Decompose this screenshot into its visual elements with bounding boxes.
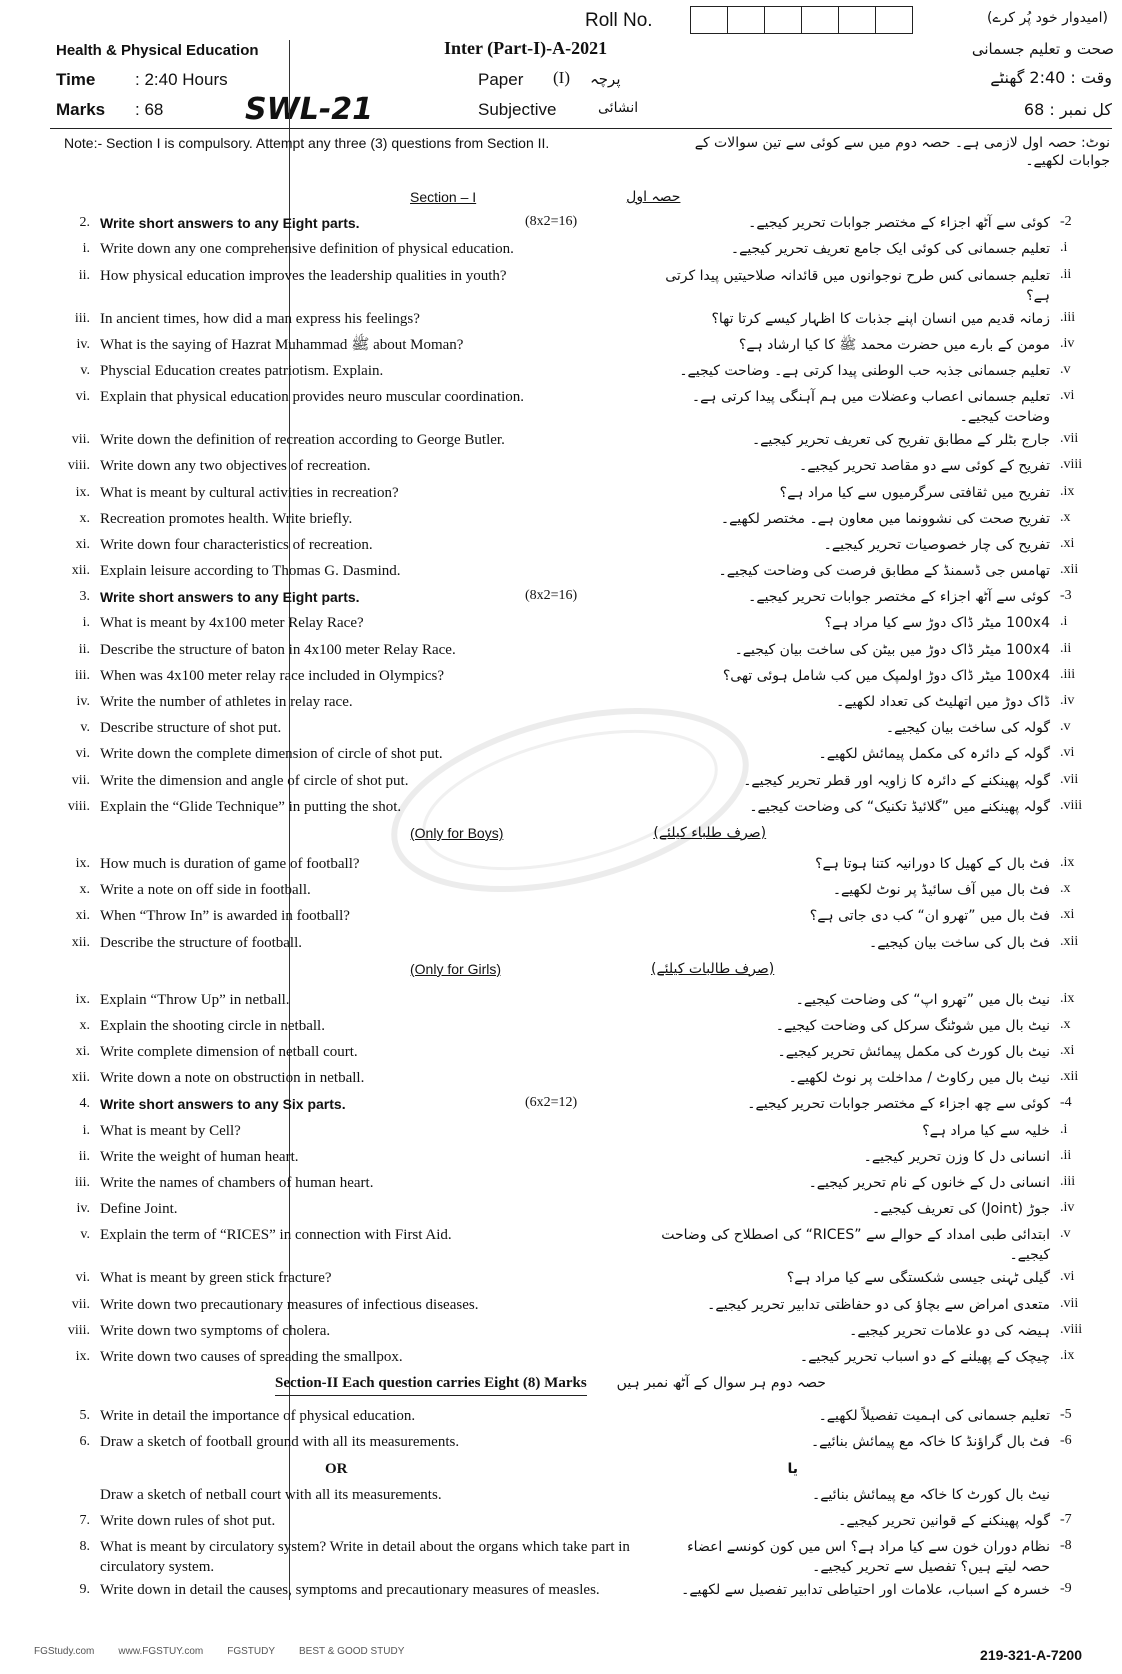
question-item	[0, 794, 1122, 820]
question-text: Write short answers to any Six parts.	[100, 1096, 346, 1113]
question-item	[0, 480, 1122, 506]
question-number: ii.	[78, 1148, 90, 1164]
roll-no-urdu: (امیدوار خود پُر کرے)	[987, 10, 1108, 26]
question-text: Write complete dimension of netball court.	[100, 1044, 358, 1061]
question-number-urdu: .x	[1060, 509, 1071, 525]
question-text-urdu: 100x4 میٹر ڈاک دوڑ اولمپک میں کب شامل ہوئی تھی؟	[722, 667, 1050, 684]
question-number-urdu: .v	[1060, 719, 1071, 735]
question-text: Draw a sketch of football ground with all its measurements.	[100, 1434, 460, 1451]
question-number-urdu: .iii	[1060, 666, 1076, 682]
roll-no-boxes[interactable]	[690, 6, 913, 34]
watermark-strip	[34, 1646, 404, 1657]
question-text-urdu: خلیہ سے کیا مراد ہے؟	[922, 1122, 1050, 1139]
question-text: Explain “Throw Up” in netball.	[100, 991, 290, 1008]
question-number: viii.	[67, 798, 90, 814]
section-label	[0, 1370, 1122, 1403]
question-number: xi.	[75, 536, 90, 552]
question-item	[0, 715, 1122, 741]
question-item	[0, 1318, 1122, 1344]
question-text-urdu: انسانی دل کا وزن تحریر کیجیے۔	[863, 1148, 1050, 1165]
question-text: Write short answers to any Eight parts.	[100, 215, 360, 232]
header-divider	[50, 128, 1112, 129]
question-text: Explain the “Glide Technique” in putting the shot.	[100, 798, 402, 815]
question-number-urdu: .vii	[1060, 1295, 1079, 1311]
question-heading	[0, 210, 1122, 236]
question-number-urdu: .xii	[1060, 933, 1079, 949]
question-number: viii.	[67, 1322, 90, 1338]
question-text: Explain that physical education provides neuro muscular coordination.	[100, 389, 525, 406]
question-text: Write the names of chambers of human heart.	[100, 1175, 374, 1191]
question-number-urdu: -7	[1060, 1511, 1072, 1527]
question-number: i.	[82, 241, 90, 257]
question-number-urdu: .viii	[1060, 1321, 1083, 1337]
section-label	[0, 1456, 1122, 1482]
question-number: ix.	[75, 991, 90, 1007]
question-text-urdu: نیٹ بال میں رکاوٹ / مداخلت پر نوٹ لکھیے۔	[788, 1070, 1050, 1087]
question-number-urdu: .iv	[1060, 693, 1075, 708]
marks-urdu: کل نمبر : 68	[1023, 100, 1112, 119]
question-text-urdu: ابتدائی طبی امداد کے حوالے سے ”RICES“ کی اصطلاح کی وضاحت کیجیے۔	[661, 1227, 1050, 1264]
question-text-urdu: کوئی سے چھ اجزاء کے مختصر جوابات تحریر کیجیے۔	[747, 1096, 1050, 1113]
question-item	[0, 384, 1122, 427]
question-number: vii.	[71, 1296, 90, 1312]
question-number: xii.	[71, 934, 90, 950]
question-text: What is meant by Cell?	[100, 1122, 241, 1139]
question-text: What is meant by 4x100 meter Relay Race?	[100, 615, 364, 632]
roll-no-label: Roll No.	[585, 10, 653, 31]
section-label	[0, 184, 1122, 210]
question-text: What is meant by cultural activities in recreation?	[100, 484, 399, 501]
question-text: Write down a note on obstruction in netball.	[100, 1070, 365, 1087]
question-text: Physcial Education creates patriotism. Explain.	[100, 362, 384, 379]
question-text-urdu: نیٹ بال میں ”تھرو اپ“ کی وضاحت کیجیے۔	[795, 991, 1050, 1008]
question-text-urdu: حصہ اول	[626, 189, 681, 205]
question-text-urdu: نظام دوران خون سے کیا مراد ہے؟ اس میں کون کونسے اعضاء حصہ لیتے ہیں؟ تفصیل سے تحریر کیجیے۔	[687, 1539, 1050, 1576]
instructions-note: Note:- Section I is compulsory. Attempt any three (3) questions from Section II.	[64, 135, 550, 151]
question-text-urdu: تعلیم جسمانی اعصاب وعضلات میں ہم آہنگی پیدا کرتی ہے۔ وضاحت کیجیے۔	[691, 389, 1050, 426]
handwritten-code: SWL-21	[245, 92, 374, 127]
question-text: Define Joint.	[100, 1201, 178, 1218]
question-item	[0, 1170, 1122, 1196]
question-text-urdu: تفریح کے کوئی سے دو مقاصد تحریر کیجیے۔	[799, 458, 1050, 475]
question-number: 5.	[79, 1408, 90, 1424]
question-text: Explain the shooting circle in netball.	[100, 1017, 325, 1034]
question-number: viii.	[67, 458, 90, 474]
question-item	[0, 558, 1122, 584]
question-number: i.	[82, 615, 90, 631]
question-item	[0, 987, 1122, 1013]
question-item	[0, 358, 1122, 384]
question-text-urdu: گولہ کے دائرہ کی مکمل پیمائش لکھیے۔	[818, 746, 1050, 763]
question-text: Write down any two objectives of recreation.	[100, 458, 371, 475]
question-number-urdu: .vi	[1060, 745, 1075, 761]
question-number: iii.	[74, 667, 90, 683]
exam-title: Inter (Part-I)-A-2021	[444, 38, 608, 58]
question-item	[0, 332, 1122, 358]
question-number-urdu: .xi	[1060, 907, 1075, 923]
paper-value: (I)	[553, 68, 570, 87]
question-text: Write down the complete dimension of circle of shot put.	[100, 746, 443, 763]
question-text-urdu: فٹ بال میں ”تھرو ان“ کب دی جاتی ہے؟	[809, 908, 1050, 925]
question-number: vi.	[75, 389, 90, 405]
section-label	[0, 956, 1122, 987]
question-number-urdu: -9	[1060, 1581, 1072, 1597]
question-item	[0, 768, 1122, 794]
question-number-urdu: -6	[1060, 1433, 1072, 1449]
question-number-urdu: .iv	[1060, 335, 1075, 351]
question-number: vi.	[75, 746, 90, 762]
question-text: Recreation promotes health. Write briefly.	[100, 510, 353, 527]
question-number-urdu: .i	[1060, 240, 1068, 256]
question-item	[0, 663, 1122, 689]
question-number-urdu: .ix	[1060, 854, 1075, 870]
time-label: Time	[56, 70, 96, 89]
question-text-urdu: چیچک کے پھیلنے کے دو اسباب تحریر کیجیے۔	[799, 1348, 1050, 1365]
question-number: vi.	[75, 1270, 90, 1286]
question-number: i.	[82, 1122, 90, 1138]
question-text-urdu: ڈاک دوڑ میں اتھلیٹ کی تعداد لکھیے۔	[836, 694, 1050, 710]
question-text-urdu: جوڑ (Joint) کی تعریف کیجیے۔	[872, 1201, 1050, 1218]
question-number-urdu: .viii	[1060, 457, 1083, 473]
question-text-urdu: فٹ بال کے کھیل کا دورانیہ کتنا ہوتا ہے؟	[815, 855, 1050, 872]
question-number-urdu: .xi	[1060, 535, 1075, 551]
question-number-urdu: -2	[1060, 214, 1072, 230]
watermark-text: FGStudy.com	[34, 1646, 95, 1657]
question-number-urdu: .v	[1060, 361, 1071, 377]
question-number: ix.	[75, 855, 90, 871]
question-number: iii.	[74, 1175, 90, 1190]
question-number: xii.	[71, 1070, 90, 1086]
question-text: When was 4x100 meter relay race included in Olympics?	[100, 667, 445, 684]
question-number: iv.	[76, 694, 90, 709]
question-text: Write the weight of human heart.	[100, 1148, 299, 1165]
question-text-urdu: 100x4 میٹر ڈاک دوڑ سے کیا مراد ہے؟	[824, 615, 1050, 632]
question-text: Describe the structure of football.	[100, 934, 303, 951]
question-number-urdu: .ix	[1060, 1347, 1075, 1363]
marks-breakdown: (8x2=16)	[525, 214, 578, 230]
question-number-urdu: .ix	[1060, 990, 1075, 1006]
question-number-urdu: .vi	[1060, 388, 1075, 404]
question-number: x.	[79, 882, 90, 898]
question-number-urdu: .i	[1060, 614, 1068, 630]
question-item	[0, 1065, 1122, 1091]
question-text: Describe the structure of baton in 4x100 meter Relay Race.	[100, 641, 456, 658]
question-text-urdu: گولہ پھینکنے میں ”گلائیڈ تکنیک“ کی وضاحت کیجیے۔	[749, 798, 1050, 815]
question-number: xi.	[75, 1044, 90, 1060]
question-number-urdu: .x	[1060, 1016, 1071, 1032]
marks-breakdown: (8x2=16)	[525, 588, 578, 604]
question-number-urdu: .ii	[1060, 266, 1072, 282]
question-text-urdu: جارج بٹلر کے مطابق تفریح کی تعریف تحریر کیجیے۔	[751, 432, 1050, 449]
question-number: xii.	[71, 563, 90, 579]
question-number-urdu: .viii	[1060, 797, 1083, 813]
question-item	[0, 1013, 1122, 1039]
question-number-urdu: -4	[1060, 1095, 1072, 1111]
question-number-urdu: .vii	[1060, 431, 1079, 447]
question-text: What is the saying of Hazrat Muhammad ﷺ about Moman?	[100, 336, 464, 353]
question-text-urdu: گولہ کی ساخت بیان کیجیے۔	[885, 720, 1050, 737]
question-item	[0, 741, 1122, 767]
question-text-urdu: متعدی امراض سے بچاؤ کی دو حفاظتی تدابیر تحریر کیجیے۔	[707, 1296, 1050, 1313]
question-item	[0, 930, 1122, 956]
question-item	[0, 1144, 1122, 1170]
question-text-urdu: خسرہ کے اسباب، علامات اور احتیاطی تدابیر تفصیل سے لکھیے۔	[681, 1582, 1050, 1599]
question-number: iii.	[74, 310, 90, 326]
subject-title: Health & Physical Education	[56, 42, 259, 59]
question-text-urdu: کوئی سے آٹھ اجزاء کے مختصر جوابات تحریر کیجیے۔	[748, 589, 1050, 606]
question-text: How physical education improves the leadership qualities in youth?	[100, 267, 507, 284]
section-label	[0, 820, 1122, 851]
question-number: vii.	[71, 432, 90, 448]
question-number-urdu: .vi	[1060, 1269, 1075, 1285]
time-urdu: وقت : 2:40 گھنٹے	[990, 68, 1112, 87]
question-text-urdu: فٹ بال میں آف سائیڈ پر نوٹ لکھیے۔	[832, 882, 1050, 899]
question-text-urdu: نیٹ بال کورٹ کا خاکہ مع پیمائش بنائیے۔	[812, 1486, 1050, 1503]
question-text: (Only for Boys)	[410, 824, 504, 841]
question-item	[0, 610, 1122, 636]
question-text-urdu: گولہ پھینکنے کے قوانین تحریر کیجیے۔	[838, 1512, 1050, 1529]
marks-label: Marks	[56, 100, 106, 119]
question-item	[0, 689, 1122, 715]
question-item	[0, 427, 1122, 453]
subjective-label: Subjective	[478, 100, 557, 119]
question-number-urdu: .ii	[1060, 640, 1072, 656]
question-item	[0, 1292, 1122, 1318]
time-value: : 2:40 Hours	[135, 70, 228, 89]
question-text: What is meant by green stick fracture?	[100, 1270, 332, 1287]
question-text-urdu: زمانہ قدیم میں انسان اپنے جذبات کا اظہار کیسے کرتا تھا؟	[711, 310, 1050, 327]
question-text: Write down the definition of recreation according to George Butler.	[100, 432, 505, 449]
question-heading	[0, 1091, 1122, 1117]
question-number: 2.	[79, 215, 90, 231]
question-text-urdu: نیٹ بال کورٹ کی مکمل پیمائش تحریر کیجیے۔	[777, 1044, 1050, 1061]
question-number-urdu: .iii	[1060, 309, 1076, 325]
question-text: OR	[325, 1460, 348, 1477]
question-item	[0, 851, 1122, 877]
question-number: 3.	[79, 589, 90, 605]
question-text: Describe structure of shot put.	[100, 720, 282, 737]
question-text-urdu: نیٹ بال میں شوٹنگ سرکل کی وضاحت کیجیے۔	[775, 1017, 1050, 1034]
question-item	[0, 306, 1122, 332]
question-item	[0, 236, 1122, 262]
question-text: Draw a sketch of netball court with all its measurements.	[100, 1486, 442, 1503]
question-number-urdu: -3	[1060, 588, 1072, 604]
question-item	[0, 637, 1122, 663]
question-item	[0, 1577, 1122, 1603]
question-number-urdu: .xii	[1060, 562, 1079, 578]
question-number-urdu: .iv	[1060, 1200, 1075, 1216]
question-item	[0, 1534, 1122, 1577]
question-number: v.	[80, 1227, 90, 1243]
question-number: xi.	[75, 908, 90, 924]
marks-breakdown: (6x2=12)	[525, 1095, 578, 1111]
question-number-urdu: .i	[1060, 1121, 1068, 1137]
subjective-urdu: انشائی	[598, 100, 639, 116]
question-text: Write the number of athletes in relay race.	[100, 694, 353, 710]
question-number-urdu: .ii	[1060, 1147, 1072, 1163]
question-text: Write down in detail the causes, symptoms and precautionary measures of measles.	[100, 1582, 600, 1599]
question-number: ix.	[75, 484, 90, 500]
question-text-urdu: تعلیم جسمانی کس طرح نوجوانوں میں قائدانہ صلاحیتیں پیدا کرتی ہے؟	[665, 267, 1050, 304]
question-text-urdu: حصہ دوم ہر سوال کے آٹھ نمبر ہیں	[616, 1375, 826, 1392]
question-text-urdu: کوئی سے آٹھ اجزاء کے مختصر جوابات تحریر کیجیے۔	[748, 215, 1050, 232]
question-text: Explain leisure according to Thomas G. Dasmind.	[100, 563, 401, 580]
question-text-urdu: تفریح کی چار خصوصیات تحریر کیجیے۔	[823, 536, 1050, 553]
question-text-urdu: فٹ بال کی ساخت بیان کیجیے۔	[869, 934, 1050, 951]
question-number: vii.	[71, 772, 90, 788]
question-text: Write down two symptoms of cholera.	[100, 1322, 331, 1339]
question-item	[0, 263, 1122, 306]
question-text-urdu: انسانی دل کے خانوں کے نام تحریر کیجیے۔	[808, 1175, 1050, 1191]
question-item	[0, 1196, 1122, 1222]
question-text: What is meant by circulatory system? Write in detail about the organs which take part in circulatory system.	[100, 1539, 630, 1576]
question-item	[0, 1482, 1122, 1508]
footer-code: 219-321-A-7200	[980, 1647, 1082, 1663]
question-number-urdu: .iii	[1060, 1174, 1076, 1189]
question-text-urdu: یا	[787, 1460, 799, 1477]
question-item	[0, 506, 1122, 532]
question-number: ix.	[75, 1348, 90, 1364]
question-number-urdu: .xi	[1060, 1043, 1075, 1059]
question-text: Write down any one comprehensive definition of physical education.	[100, 241, 514, 258]
question-item	[0, 453, 1122, 479]
question-item	[0, 1429, 1122, 1455]
question-text-urdu: فٹ بال گراؤنڈ کا خاکہ مع پیمائش بنائیے۔	[810, 1434, 1050, 1451]
watermark-text: www.FGSTUY.com	[118, 1646, 204, 1657]
question-text-urdu: تفریح صحت کی نشوونما میں معاون ہے۔ مختصر لکھیے۔	[720, 510, 1050, 527]
question-text: In ancient times, how did a man express his feelings?	[100, 310, 420, 327]
watermark-slogan: BEST & GOOD STUDY	[299, 1646, 405, 1657]
question-item	[0, 903, 1122, 929]
question-item	[0, 1508, 1122, 1534]
question-number-urdu: -8	[1060, 1538, 1072, 1554]
question-text-urdu: (صرف طلباء کیلئے)	[653, 824, 767, 841]
question-number: 4.	[79, 1096, 90, 1112]
paper-label: Paper	[478, 70, 524, 89]
question-text: Section-II Each question carries Eight (8) Marks	[275, 1370, 587, 1396]
question-number-urdu: .vii	[1060, 771, 1079, 787]
watermark-text: FGSTUDY	[227, 1646, 276, 1657]
marks-value: : 68	[135, 100, 164, 119]
question-number-urdu	[1060, 1482, 1110, 1486]
question-text: Explain the term of “RICES” in connection with First Aid.	[100, 1227, 452, 1244]
question-text: Write down two precautionary measures of infectious diseases.	[100, 1296, 479, 1313]
question-text: Write down two causes of spreading the smallpox.	[100, 1348, 403, 1365]
question-text-urdu: تعلیم جسمانی جذبہ حب الوطنی پیدا کرتی ہے۔ وضاحت کیجیے۔	[679, 362, 1050, 379]
question-text: How much is duration of game of football?	[100, 855, 360, 872]
question-item	[0, 1039, 1122, 1065]
question-text-urdu: گیلی ٹہنی جیسی شکستگی سے کیا مراد ہے؟	[786, 1270, 1050, 1287]
question-number: ii.	[78, 641, 90, 657]
question-number: ii.	[78, 267, 90, 283]
question-number-urdu: .v	[1060, 1226, 1071, 1242]
subject-urdu: صحت و تعلیم جسمانی	[971, 40, 1114, 58]
question-heading	[0, 584, 1122, 610]
question-number: x.	[79, 510, 90, 526]
question-number: 6.	[79, 1434, 90, 1450]
question-text-urdu: تھامس جی ڈسمنڈ کے مطابق فرصت کی وضاحت کیجیے۔	[718, 563, 1050, 580]
question-item	[0, 1344, 1122, 1370]
question-text: Write down rules of shot put.	[100, 1512, 276, 1529]
question-item	[0, 1265, 1122, 1291]
question-text-urdu: 100x4 میٹر ڈاک دوڑ میں بیٹن کی ساخت بیان کیجیے۔	[734, 641, 1050, 658]
question-number-urdu: -5	[1060, 1407, 1072, 1423]
question-text: Write a note on off side in football.	[100, 882, 311, 899]
question-number: 9.	[79, 1582, 90, 1598]
question-number-urdu: .xii	[1060, 1069, 1079, 1085]
question-text-urdu: تعلیم جسمانی کی اہمیت تفصیلاً لکھیے۔	[818, 1408, 1050, 1425]
instructions-note-urdu: نوٹ: حصہ اول لازمی ہے۔ حصہ دوم میں سے کوئی سے تین سوالات کے جوابات لکھیے۔	[694, 135, 1110, 169]
question-number: iv.	[76, 336, 90, 352]
question-list	[0, 184, 1122, 1603]
question-number: x.	[79, 1017, 90, 1033]
question-text-urdu: مومن کے بارے میں حضرت محمد ﷺ کا کیا ارشاد ہے؟	[738, 336, 1050, 353]
question-text: Section – I	[410, 189, 477, 205]
question-item	[0, 1118, 1122, 1144]
question-number: 7.	[79, 1512, 90, 1528]
question-text: Write short answers to any Eight parts.	[100, 589, 360, 606]
question-text-urdu: تعلیم جسمانی کی کوئی ایک جامع تعریف تحریر کیجیے۔	[730, 241, 1050, 258]
question-item	[0, 532, 1122, 558]
question-text-urdu: گولہ پھینکنے کے دائرہ کا زاویہ اور قطر تحریر کیجیے۔	[743, 772, 1050, 789]
question-item	[0, 1222, 1122, 1265]
question-number: v.	[80, 720, 90, 736]
question-text-urdu: تفریح میں ثقافتی سرگرمیوں سے کیا مراد ہے؟	[779, 484, 1050, 501]
question-number-urdu: .ix	[1060, 483, 1075, 499]
paper-urdu: پرچہ	[590, 70, 621, 88]
question-text: (Only for Girls)	[410, 960, 501, 977]
question-text: Write in detail the importance of physical education.	[100, 1408, 416, 1425]
question-item	[0, 877, 1122, 903]
question-text: Write down four characteristics of recreation.	[100, 536, 373, 553]
question-number-urdu: .x	[1060, 881, 1071, 897]
question-item	[0, 1403, 1122, 1429]
question-text: Write the dimension and angle of circle of shot put.	[100, 772, 409, 789]
question-text-urdu: (صرف طالبات کیلئے)	[651, 960, 775, 977]
question-number: 8.	[79, 1539, 90, 1555]
question-number: iv.	[76, 1201, 90, 1217]
question-text: When “Throw In” is awarded in football?	[100, 908, 350, 925]
question-number: v.	[80, 362, 90, 378]
question-number	[0, 1482, 90, 1486]
question-text-urdu: ہیضہ کی دو علامات تحریر کیجیے۔	[849, 1322, 1050, 1339]
